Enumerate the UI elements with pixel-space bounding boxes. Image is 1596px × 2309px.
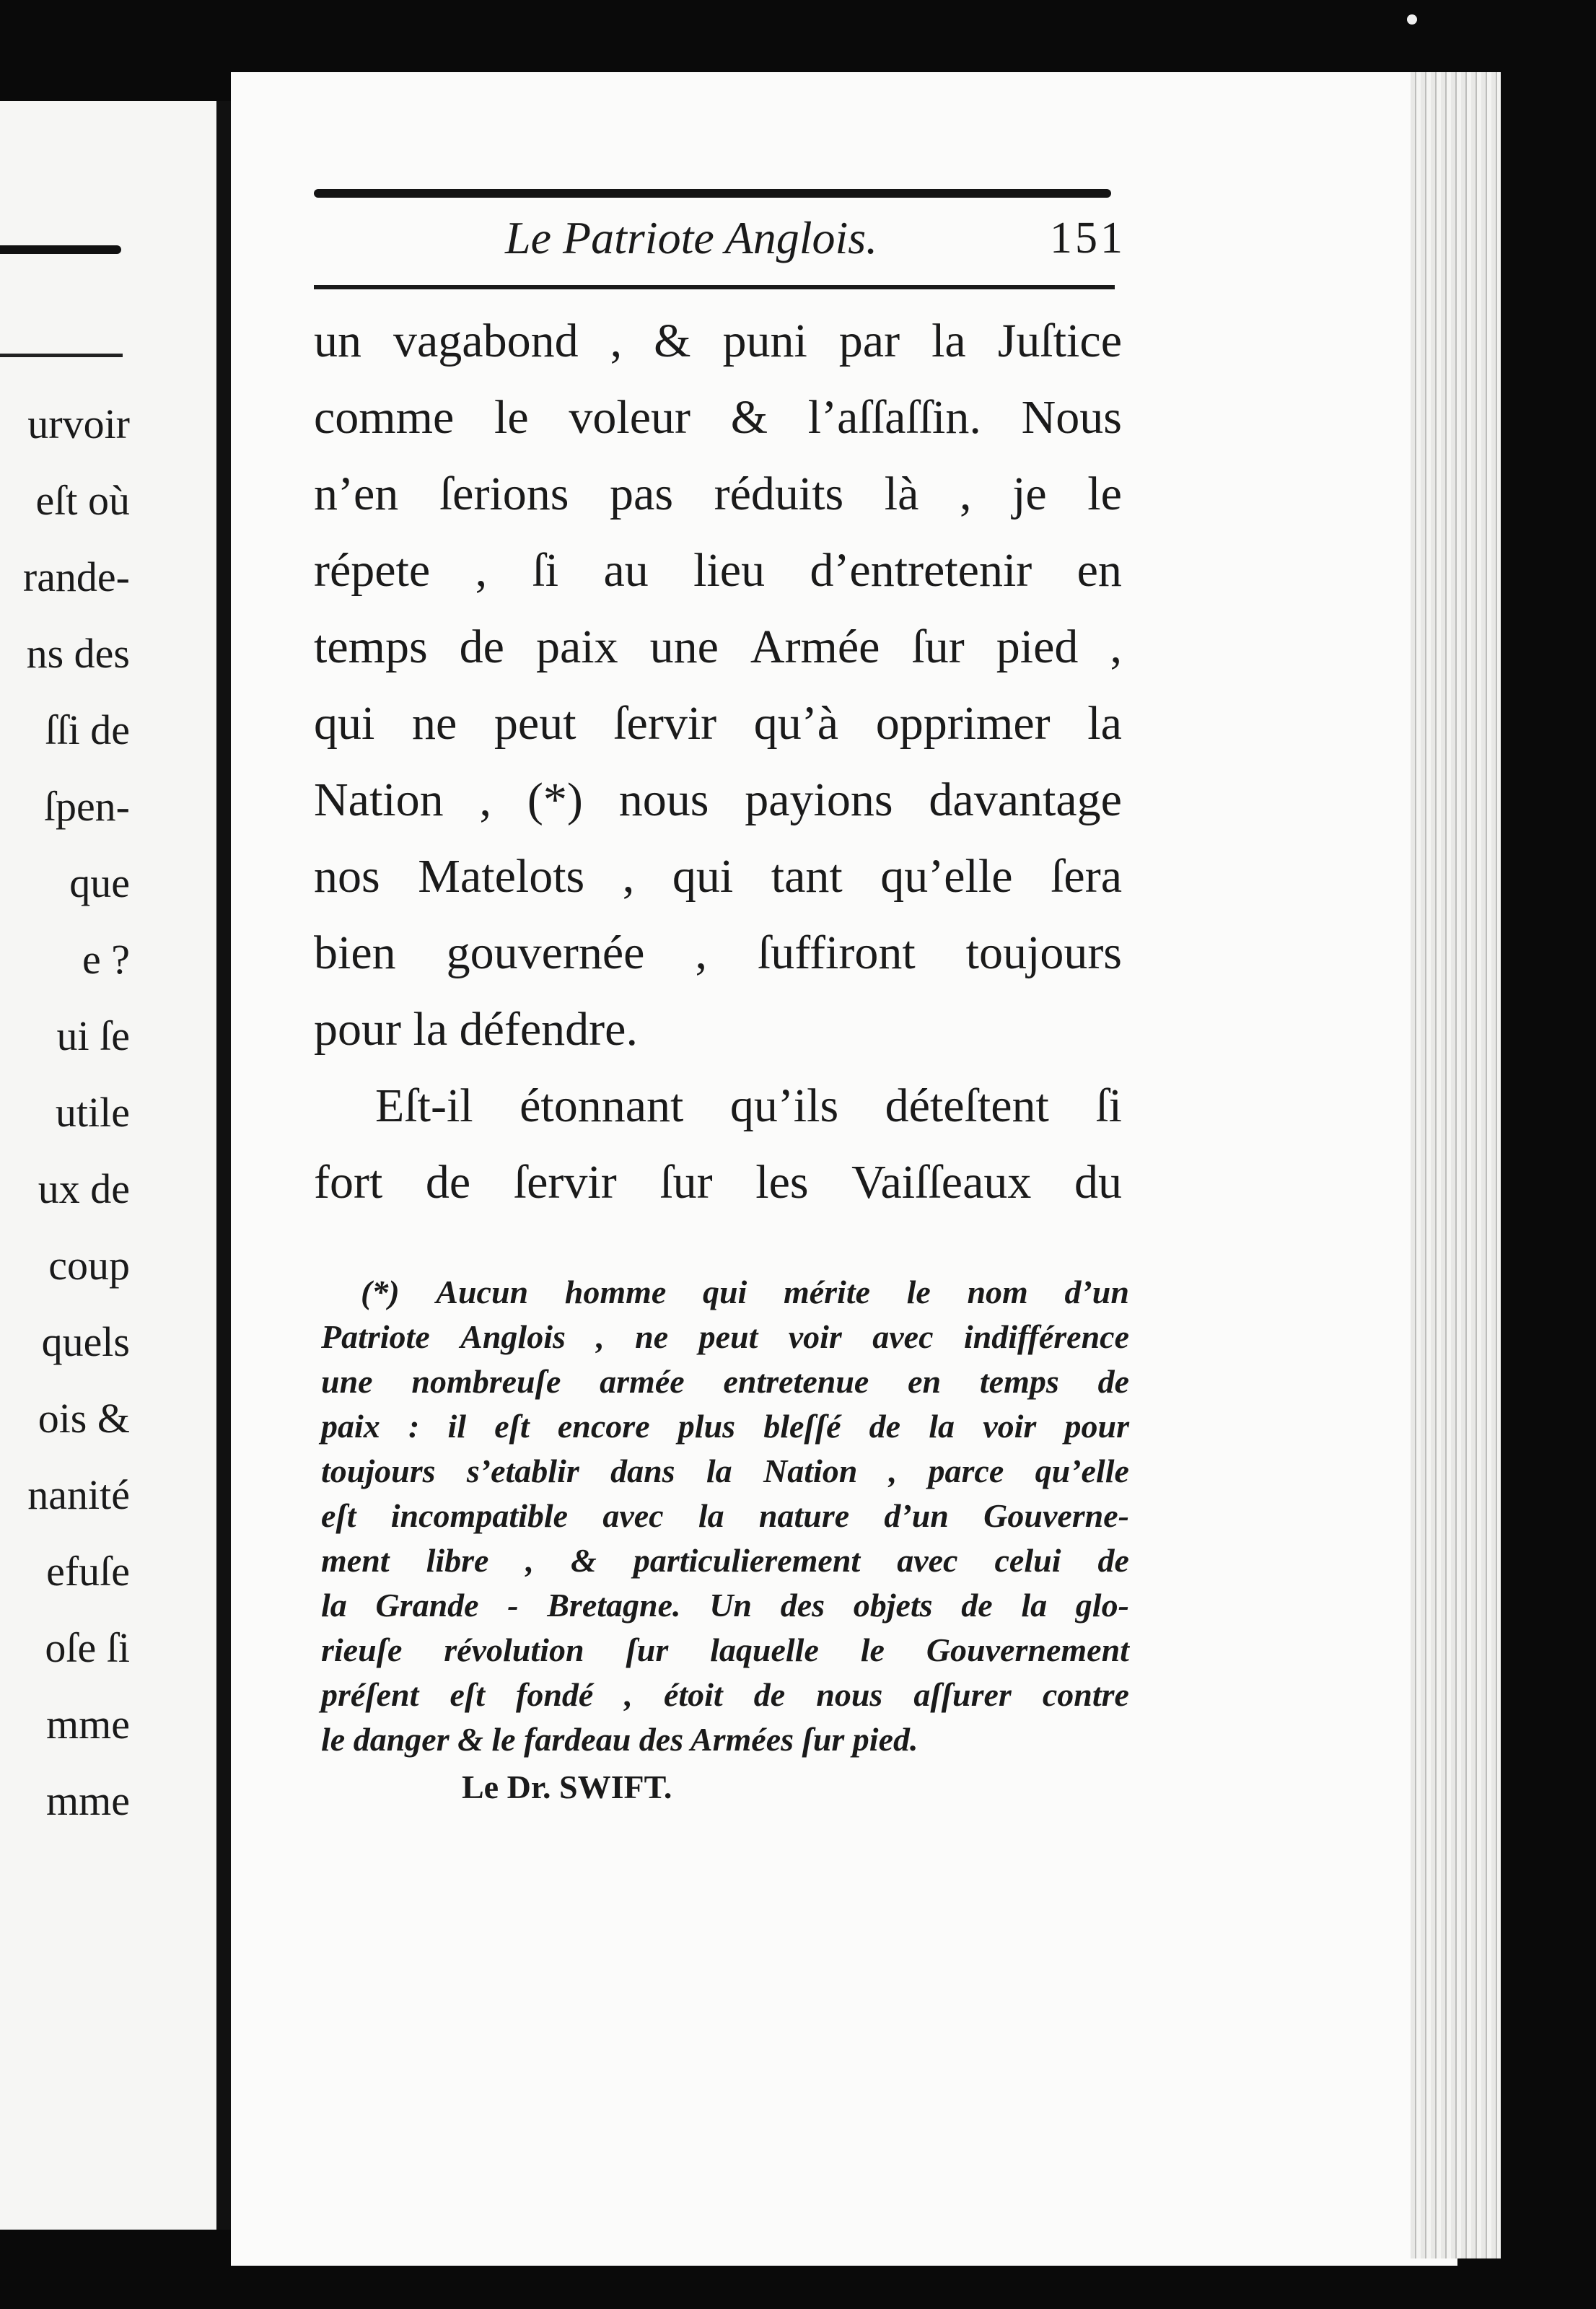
body-line: qui ne peut ſervir qu’à opprimer la	[314, 697, 1122, 750]
body-line: répete , ſi au lieu d’entretenir en	[314, 544, 1122, 597]
scan-speck	[1407, 14, 1417, 25]
left-page-line: ns des	[26, 630, 130, 677]
footnote-line: le danger & le fardeau des Armées ſur pied.	[321, 1721, 918, 1758]
body-line: un vagabond , & puni par la Juſtice	[314, 315, 1122, 367]
footnote-line: eſt incompatible avec la nature d’un Gouverne-	[321, 1497, 1129, 1534]
left-page-divider	[0, 354, 123, 357]
body-line: bien gouvernée , ſuffiront toujours	[314, 926, 1122, 979]
body-line: nos Matelots , qui tant qu’elle ſera	[314, 850, 1122, 903]
left-page-line: que	[69, 859, 130, 906]
left-page-line: utile	[55, 1089, 130, 1136]
footnote-line: une nombreuſe armée entretenue en temps de	[321, 1363, 1129, 1400]
footnote-line: préſent eſt fondé , étoit de nous aſſurer contre	[321, 1676, 1129, 1713]
left-page-line: quels	[41, 1318, 130, 1365]
left-page-line: oſe ſi	[45, 1624, 130, 1671]
left-facing-page	[0, 101, 216, 2230]
left-page-line: efuſe	[46, 1548, 130, 1595]
body-line: comme le voleur & l’aſſaſſin. Nous	[314, 391, 1122, 444]
footnote	[321, 1270, 1129, 1810]
footnote-line: toujours s’etablir dans la Nation , parce qu’elle	[321, 1453, 1129, 1489]
footnote-signature: Le Dr. SWIFT.	[462, 1769, 672, 1805]
footnote-line: (*) Aucun homme qui mérite le nom d’un	[361, 1274, 1129, 1310]
left-page-line: ui ſe	[56, 1012, 130, 1059]
footnote-line: paix : il eſt encore plus bleſſé de la voir pour	[321, 1408, 1129, 1445]
left-page-line: ux de	[38, 1165, 130, 1212]
header-rule-top	[314, 189, 1111, 198]
body-line: Eſt-il étonnant qu’ils déteſtent ſi	[375, 1079, 1122, 1132]
left-page-line: ſſi de	[45, 706, 130, 753]
body-line: Nation , (*) nous payions davantage	[314, 774, 1122, 826]
left-page-line: ſpen-	[43, 783, 130, 830]
running-title: Le Patriote Anglois.	[505, 212, 878, 263]
left-page-line: rande-	[22, 553, 130, 600]
page-stack-edges	[1411, 72, 1501, 2258]
left-page-line: mme	[46, 1701, 130, 1748]
left-page-line: coup	[48, 1242, 130, 1289]
footnote-line: ment libre , & particulierement avec celui de	[321, 1542, 1129, 1579]
page-number: 151	[1050, 214, 1126, 263]
left-page-line: mme	[46, 1777, 130, 1824]
body-line: n’en ſerions pas réduits là , je le	[314, 468, 1122, 520]
header-rule-bottom	[314, 285, 1115, 289]
footnote-line: la Grande - Bretagne. Un des objets de la glo-	[321, 1587, 1129, 1624]
body-line: temps de paix une Armée ſur pied ,	[314, 621, 1122, 673]
left-page-header-rule	[0, 245, 121, 254]
left-page-text	[0, 386, 130, 1839]
body-line: pour la défendre.	[314, 1003, 638, 1056]
left-page-line: ois &	[38, 1395, 130, 1442]
body-text	[314, 303, 1122, 1221]
footnote-line: Patriote Anglois , ne peut voir avec indifférence	[321, 1318, 1129, 1355]
left-page-line: e ?	[82, 936, 130, 983]
footnote-line: rieuſe révolution ſur laquelle le Gouvernement	[321, 1631, 1129, 1668]
left-page-line: urvoir	[27, 400, 130, 447]
body-line: fort de ſervir ſur les Vaiſſeaux du	[314, 1156, 1122, 1209]
book-gutter	[216, 101, 231, 2230]
left-page-line: nanité	[27, 1471, 130, 1518]
left-page-line: eſt où	[35, 477, 130, 524]
